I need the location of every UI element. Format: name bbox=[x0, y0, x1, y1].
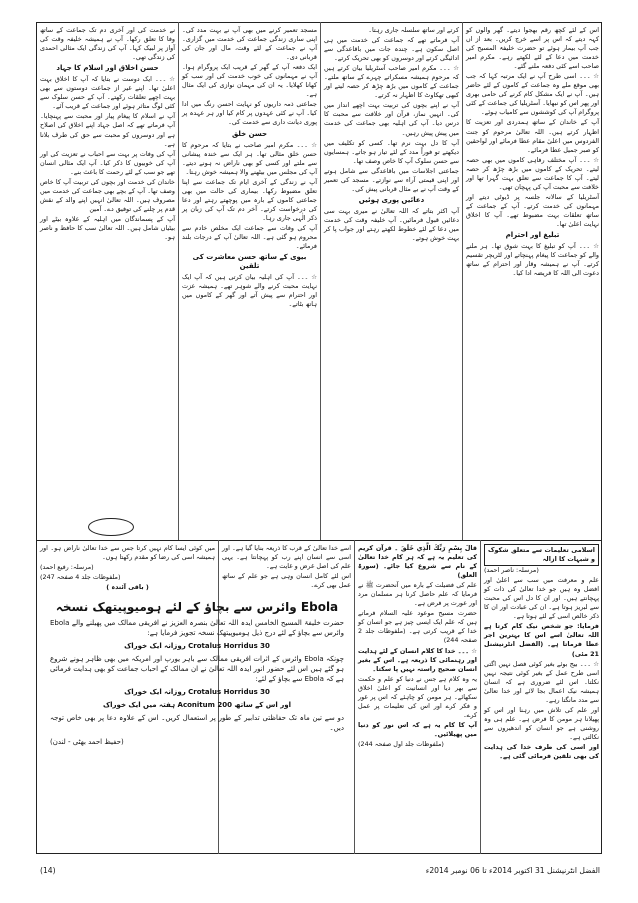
paragraph: ایک دفعہ آپ کے گھر کے قریب ایک پروگرام ہوا۔ آپ نے مہمانوں کی خوب خدمت کی اور سب کو کھانا کھلایا۔ یہ ان کی مہمان نوازی کی ایک مثال ہے۔ bbox=[182, 63, 317, 99]
paragraph: نے خدمت کی اور آخری دم تک جماعت کے ساتھ وفا کا تعلق رکھا۔ آپ نے ہمیشہ خلیفہ وقت کی آواز پر لبیک کہا۔ آپ کی زندگی ایک مثالی احمدی کی زندگی تھی۔ bbox=[40, 26, 175, 62]
byline: (مرسلہ: رفیع احمد) bbox=[40, 563, 94, 572]
paragraph: اسے خدا تعالیٰ کے قرب کا ذریعہ بنایا گیا ہے۔ اور اسی سے انسان اپنے رب کو پہچانتا ہے۔ یہی علم کی اصل غرض و غایت ہے۔ bbox=[222, 544, 351, 571]
paragraph: یہ وہ کلام ہے جس نے دنیا کو علم و حکمت سے بھر دیا اور انسانیت کو اعلیٰ اخلاق سکھائے۔ ہر مومن کو چاہئے کہ اس پر غور و فکر کرے اور اس کی تعلیمات پر عمل کرے۔ bbox=[358, 674, 477, 719]
paragraph: آپ کی وفات سے جماعت ایک مخلص خادم سے محروم ہو گئی ہے۔ اللہ تعالیٰ آپ کے درجات بلند فرمائے۔ bbox=[182, 223, 317, 251]
bottom-column-3 bbox=[219, 542, 354, 592]
article-column-3 bbox=[179, 24, 320, 538]
section-divider bbox=[36, 540, 602, 541]
signature: (حفیظ احمد بھٹی - لندن) bbox=[50, 738, 124, 746]
section-title-box: اسلامی تعلیمات سے متعلق شکوک و شبہات کا ازالہ bbox=[484, 544, 599, 566]
paragraph: آپ کا کام یہ ہے کہ اس نور کو دنیا میں پھیلائیں۔ bbox=[358, 720, 477, 738]
bottom-column-2 bbox=[355, 542, 480, 852]
dose-line: Crotalus Horridus 30 روزانہ ایک خوراک bbox=[124, 688, 270, 696]
page-footer bbox=[40, 866, 600, 880]
paragraph: اور اسی کی طرف خدا کی ہدایت کی بھی تلقین فرمائی گئی ہے۔ bbox=[484, 742, 599, 761]
paragraph: مسجد تعمیر کرنے میں بھی آپ نے بہت مدد کی۔ اپنی ساری زندگی جماعت کی خدمت میں گزاری۔ آپ نے جماعت کے لئے وقت، مال اور جان کی قربانی دی۔ bbox=[182, 26, 317, 62]
paragraph: علم کی فضیلت کے بارہ میں آنحضرت ﷺ نے فرمایا کہ علم حاصل کرنا ہر مسلمان مرد اور عورت پر فرض ہے۔ bbox=[358, 581, 477, 608]
bottom-column-1 bbox=[481, 542, 602, 852]
continued-note: ( باقی آئندہ ) bbox=[106, 583, 149, 592]
paragraph: آسٹریلیا کے سالانہ جلسہ پر ڈیوٹی دیتے اور مہمانوں کی خدمت کرتے۔ آپ کے جماعت کے ساتھ تعلقات بہت مضبوط تھے۔ آپ کا اخلاق نہایت اعلیٰ تھا۔ bbox=[466, 192, 599, 228]
article-column-1 bbox=[463, 24, 602, 538]
paragraph: جماعتی اجلاسات میں باقاعدگی سے شامل ہوتے اور اپنی قیمتی آراء سے نوازتے۔ مسجد کی تعمیر کے وقت آپ نے بے مثال قربانی پیش کی۔ bbox=[324, 166, 459, 193]
paragraph: ☆ ۔۔۔ آپ کو تبلیغ کا بہت شوق تھا۔ ہر ملنے والے کو جماعت کا پیغام پہنچاتے اور لٹریچر تقسیم کرتے۔ آپ نے ہمیشہ وقار اور احترام کے ساتھ دعوت الی اللہ کا فریضہ ادا کیا۔ bbox=[466, 242, 599, 278]
paragraph: ☆ ۔۔۔ آپ مختلف رفاہی کاموں میں بھی حصہ لیتے۔ تحریک کے کاموں میں بڑھ چڑھ کر حصہ لیتے۔ آپ کا جماعت سے تعلق بہت گہرا تھا اور خلافت سے محبت آپ کی پہچان تھی۔ bbox=[466, 155, 599, 191]
article-title: Ebola وائرس سے بچاؤ کے لئے ہومیوپیتھک نسخہ bbox=[55, 600, 339, 614]
paragraph: آپ نے زندگی کے آخری ایام تک جماعت سے اپنا تعلق مضبوط رکھا۔ بیماری کی حالت میں بھی جماعتی کاموں کے بارہ میں پوچھتے رہتے اور دعا کی درخواست کرتے۔ آخر دم تک آپ کی زبان پر ذکر الٰہی جاری رہا۔ bbox=[182, 177, 317, 222]
paragraph: آپ کے خاندان کے ساتھ ہمدردی اور تعزیت کا اظہار کرتے ہیں۔ اللہ تعالیٰ مرحوم کو جنت الفردوس میں اعلیٰ مقام عطا فرمائے اور لواحقین کو صبر جمیل عطا فرمائے۔ bbox=[466, 118, 599, 154]
paragraph: ☆ ۔۔۔ ایک دوست نے بتایا کہ آپ کا اخلاق بہت اعلیٰ تھا۔ اپنے غیر از جماعت دوستوں سے بھی بہت اچھے تعلقات رکھتے۔ آپ کے حسن سلوک سے کئی لوگ متاثر ہوئے اور جماعت کے قریب آئے۔ bbox=[40, 75, 175, 111]
paragraph: حضرت خلیفۃ المسیح الخامس ایدہ اللہ تعالیٰ بنصرہ العزیز نے افریقی ممالک میں پھیلنے والے Ebola وائرس سے بچاؤ کے لئے درج ذیل ہومیوپیتھک نسخہ تجویز فرمایا ہے: bbox=[50, 619, 344, 637]
section-heading: بیوی کے ساتھ حسن معاشرت کی تلقین bbox=[192, 253, 307, 271]
quote: فرمایا: جو شخص نیک کام کرتا ہے اللہ تعالیٰ اسے اس کا بہترین اجر عطا فرماتا ہے۔ (الفضل انٹرنیشنل 21 مئی) bbox=[484, 622, 599, 658]
paragraph: آپ اکثر بتاتے کہ اللہ تعالیٰ نے میری بہت سی دعائیں قبول فرمائیں۔ آپ خلیفہ وقت کی خدمت میں دعا کے لئے خطوط لکھتے رہتے اور جواب پا کر بہت خوش ہوتے۔ bbox=[324, 206, 459, 243]
paragraph: خاندان کی خدمت اور بچوں کی تربیت آپ کا خاص وصف تھا۔ آپ کے بچے بھی جماعت کی خدمت میں مصروف ہیں۔ اللہ تعالیٰ انہیں اپنے والد کے نقش قدم پر چلنے کی توفیق دے۔ آمین bbox=[40, 177, 175, 213]
verse: قالَ بِسْمِ رَبِّكَ الَّذِي خَلَقَ ۔ قرآن کریم کی تعلیم یہ ہے کہ ہر کام خدا تعالیٰ کے نام سے شروع کیا جائے۔ (سورۃ العلق) bbox=[358, 544, 477, 580]
paragraph: آپ کی وفات پر بہت سے احباب نے تعزیت کی اور آپ کی خوبیوں کا ذکر کیا۔ آپ ایک مثالی انسان تھے جو سب کے لئے رحمت کا باعث بنے۔ bbox=[40, 149, 175, 176]
paragraph: ☆ ۔۔۔ اسی طرح آپ نے ایک مرتبہ کہا کہ جب بھی موقع ملے وہ جماعت کے کاموں کے لئے حاضر ہیں۔ آپ نے ایک مشکل کام کرنے کی حامی بھری اور پھر اس کو نبھایا۔ آسٹریلیا کی جماعت کے کئی پروگرام آپ کی کوششوں سے کامیاب ہوئے۔ bbox=[466, 72, 599, 117]
paragraph: ☆ ۔۔۔ بیج بوئے بغیر کوئی فصل نہیں اگتی اسی طرح عمل کے بغیر کوئی نتیجہ نہیں نکلتا۔ اس لئے ضروری ہے کہ انسان ہمیشہ نیک اعمال بجا لائے اور خدا تعالیٰ سے مدد مانگتا رہے۔ bbox=[484, 659, 599, 704]
paragraph: ☆ ۔۔۔ آپ کی اہلیہ بیان کرتی ہیں کہ آپ ایک نہایت محبت کرنے والے شوہر تھے۔ ہمیشہ عزت اور احترام سے پیش آتے اور گھر کے کاموں میں ہاتھ بٹاتے۔ bbox=[182, 273, 317, 309]
paragraph: آپ فرماتے تھے کہ جماعت کی خدمت میں ہی اصل سکون ہے۔ چندہ جات میں باقاعدگی سے ادائیگی کرتے اور دوسروں کو بھی تحریک کرتے۔ bbox=[324, 36, 459, 63]
paragraph: اس کے لئے کچھ رقم بھجوا دیتے۔ گھر والوں کو کہہ دیتے کہ اس پر اسے خرچ کریں۔ بعد از اں جب آپ بیمار ہوئے تو حضرت خلیفۃ المسیح کی خدمت میں دعا کے لئے لکھتے رہے۔ مکرم امیر صاحب اسے کئی دفعہ ملنے گئے۔ bbox=[466, 26, 599, 71]
end-ornament bbox=[88, 518, 134, 536]
section-heading: حسن خلق bbox=[231, 129, 268, 138]
article-column-4 bbox=[37, 24, 178, 514]
publication-date: الفضل انٹرنیشنل 31 اکتوبر 2014ء تا 06 نومبر 2014ء bbox=[425, 866, 600, 875]
paragraph: اس لئے کامل انسان وہی ہے جو علم کے ساتھ عمل بھی کرے۔ bbox=[222, 572, 351, 590]
paragraph: آپ نے اسلام کا پیغام پیار اور محبت سے پہنچایا۔ آپ فرماتے تھے کہ اصل جہاد اپنے اخلاق کی اصلاح ہے اور دوسروں کو محبت سے حق کی طرف بلانا ہے۔ bbox=[40, 112, 175, 148]
paragraph: دو سے تین ماہ تک حفاظتی تدابیر کے طور پر استعمال کریں۔ اس کے علاوہ دعا پر بھی خاص توجہ دیں۔ bbox=[50, 714, 344, 732]
paragraph: ☆ ۔۔۔ مکرم امیر صاحب آسٹریلیا بیان کرتے ہیں کہ مرحوم ہمیشہ مسکراتے چہرے کے ساتھ ملتے۔ جماعت کے کاموں میں بڑھ چڑھ کر حصہ لیتے اور کبھی تھکاوٹ کا اظہار نہ کرتے۔ bbox=[324, 64, 459, 100]
section-heading: تبلیغ اور احترام bbox=[505, 231, 560, 240]
paragraph: چونکہ Ebola وائرس کے اثرات افریقی ممالک سے باہر یورپ اور امریکہ میں بھی ظاہر ہونے شروع ہو گئے ہیں اس لئے حضور انور ایدہ اللہ تعالیٰ نے ان ممالک کے احباب جماعت کو بھی ہدایت فرمائی ہے کہ Ebola سے بچاؤ کے لئے: bbox=[50, 655, 344, 683]
dose-line: Crotalus Horridus 30 روزانہ ایک خوراک bbox=[124, 642, 270, 650]
section-heading: حسن اخلاق اور اسلام کا جہاد bbox=[56, 64, 159, 73]
quote: ☆ ۔۔۔ خدا کا کلام انسان کے لئے ہدایت اور رہنمائی کا ذریعہ ہے۔ اس کے بغیر انسان صحیح راستہ نہیں پا سکتا۔ bbox=[358, 646, 477, 673]
paragraph: علم و معرفت میں سب سے اعلیٰ اور افضل وہ ہیں جو خدا تعالیٰ کی ذات کو پہچانتے ہیں۔ اور ان کا دل اس کی محبت سے لبریز ہوتا ہے۔ ان کی عبادت اور ان کا ذکر خالص اسی کے لئے ہوتا ہے۔ bbox=[484, 576, 599, 621]
reference: (ملفوظات جلد اول صفحہ 244) bbox=[358, 739, 444, 748]
byline: (مرسلہ: ناصر احمد) bbox=[484, 566, 539, 575]
reference: (ملفوظات جلد 4 صفحہ 247) bbox=[40, 573, 121, 582]
paragraph: اور علم کی تلاش میں رہنا اور اس کو پھیلانا ہر مومن کا فرض ہے۔ علم ہی وہ روشنی ہے جو انسان کو اندھیروں سے نکالتی ہے۔ bbox=[484, 705, 599, 741]
section-heading: دعائیں پوری ہوئیں bbox=[358, 195, 425, 204]
article-column-2 bbox=[321, 24, 462, 538]
bottom-column-4 bbox=[37, 542, 218, 592]
dose-line: اور اس کے ساتھ Aconitum 200 ہفتہ میں ایک خوراک bbox=[102, 701, 292, 709]
paragraph: آپ نے اپنے بچوں کی تربیت بہت اچھے انداز میں کی۔ انہیں نماز، قرآن اور خلافت سے محبت کا درس دیا۔ آپ کی اہلیہ بھی جماعت کی خدمت میں پیش پیش رہیں۔ bbox=[324, 101, 459, 137]
paragraph: میں کوئی ایسا کام نہیں کرتا جس سے خدا تعالیٰ ناراض ہو۔ اور ہمیشہ اسی کی رضا کو مقدم رکھتا ہوں۔ bbox=[40, 544, 215, 562]
paragraph: کرتے اور ساتھ سلسلہ جاری رہتا۔ bbox=[368, 26, 459, 34]
paragraph: آپ کے پسماندگان میں اہلیہ کے علاوہ بیٹے اور بیٹیاں شامل ہیں۔ اللہ تعالیٰ سب کا حافظ و ناصر ہو۔ bbox=[40, 214, 175, 242]
ebola-article bbox=[46, 596, 348, 846]
paragraph: آپ کا دل بہت نرم تھا۔ کسی کو تکلیف میں دیکھتے تو فوراً مدد کے لئے تیار ہو جاتے۔ ہمسایوں سے حسن سلوک آپ کا خاص وصف تھا۔ bbox=[324, 138, 459, 165]
paragraph: جماعتی ذمہ داریوں کو نہایت احسن رنگ میں ادا کیا۔ آپ نے کئی عہدوں پر کام کیا اور ہر عہدہ پر پوری دیانت داری سے خدمت کی۔ bbox=[182, 100, 317, 127]
paragraph: حضرت مسیح موعود علیہ السلام فرماتے ہیں کہ علم ایک ایسی چیز ہے جو انسان کو خدا کے قریب کرتی ہے۔ (ملفوظات جلد 2 صفحہ 244) bbox=[358, 609, 477, 645]
paragraph: ☆ ۔۔۔ مکرم امیر صاحب نے بتایا کہ مرحوم کا حسن خلق مثالی تھا۔ ہر ایک سے خندہ پیشانی سے ملتے اور کسی کو بھی ناراض نہ ہونے دیتے۔ آپ کی مجلس میں بیٹھنے والا ہمیشہ خوش رہتا۔ bbox=[182, 140, 317, 176]
page-number: (14) bbox=[40, 866, 56, 875]
